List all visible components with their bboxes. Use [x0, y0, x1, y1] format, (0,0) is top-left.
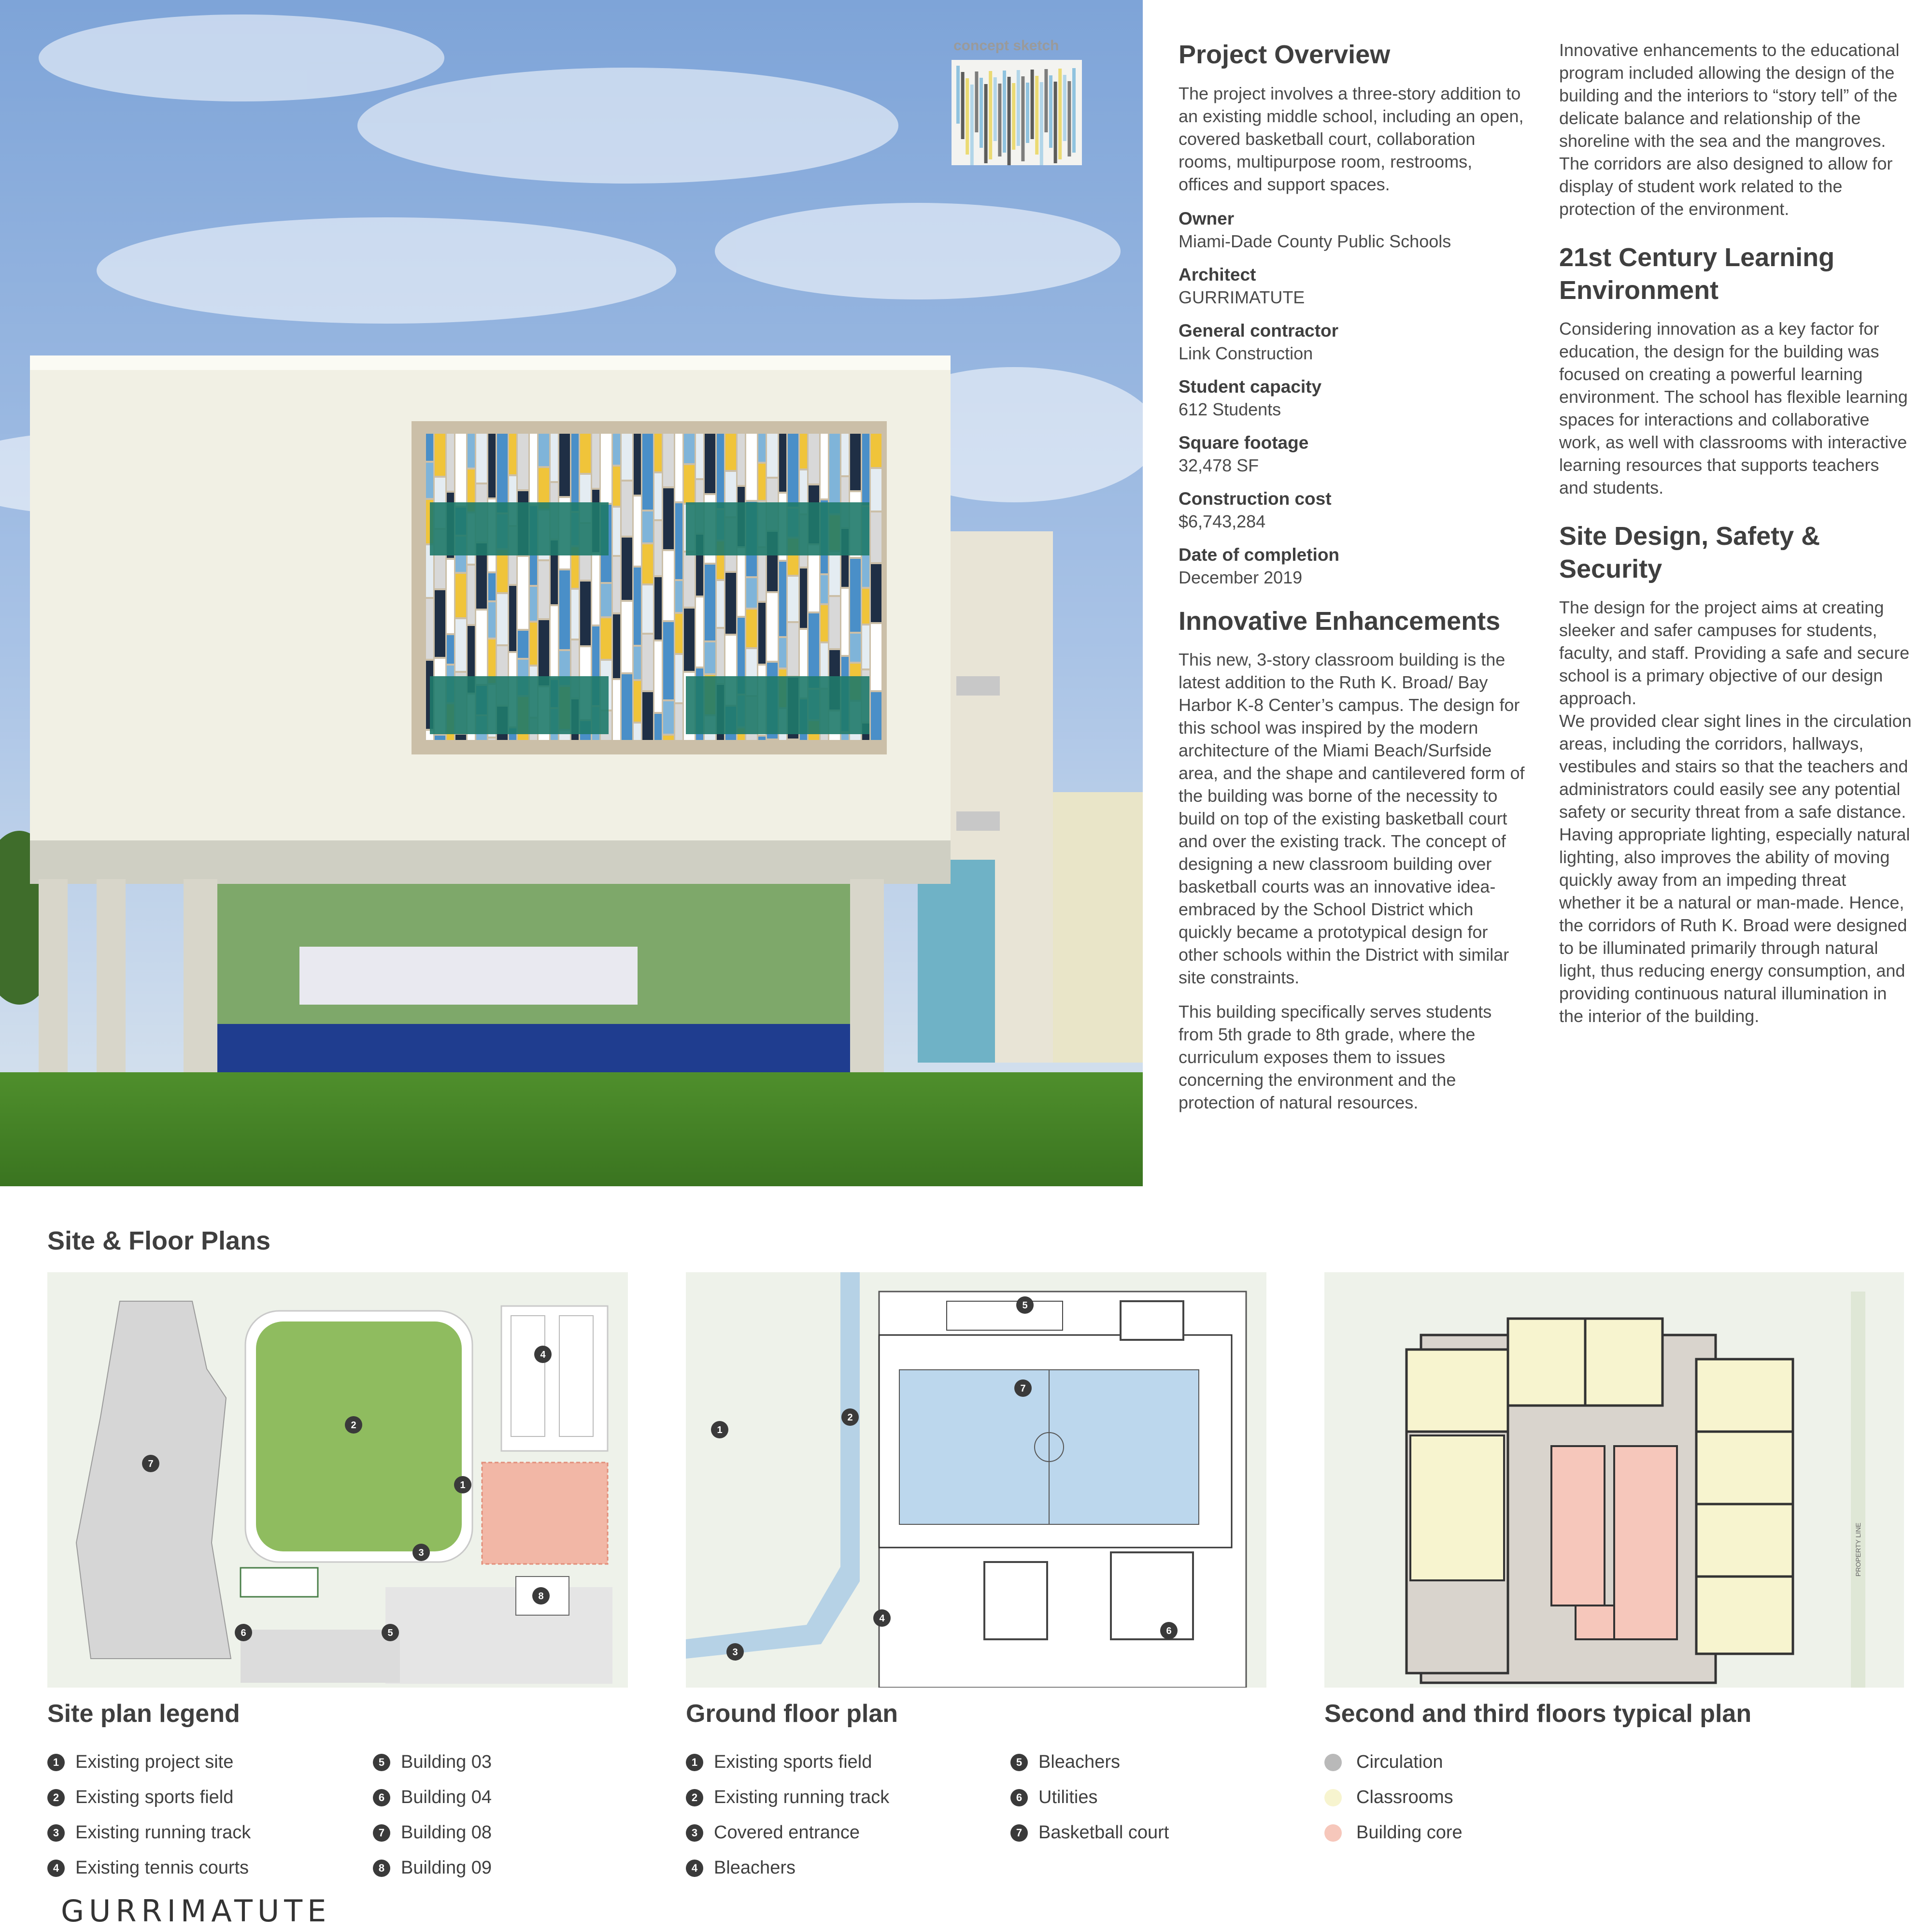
- svg-text:6: 6: [1166, 1626, 1172, 1636]
- marker-badge: 8: [373, 1860, 390, 1877]
- overview-title: Project Overview: [1179, 40, 1391, 69]
- svg-text:7: 7: [148, 1459, 154, 1469]
- ground-legend-col-1: [686, 1745, 889, 1886]
- overview-body: The project involves a three-story addition to an existing middle school, including an open, covered basketball court, collaboration rooms, multipurpose room, restrooms, offices and support spaces.: [1179, 83, 1524, 194]
- marker-badge: 2: [47, 1789, 65, 1806]
- marker-badge: 6: [373, 1789, 390, 1806]
- svg-text:7: 7: [1020, 1383, 1026, 1394]
- fact-architect: [1179, 263, 1526, 309]
- svg-text:3: 3: [418, 1548, 424, 1558]
- building-core-swatch: [1324, 1824, 1342, 1842]
- legend-label: Circulation: [1356, 1752, 1443, 1772]
- svg-text:PROPERTY LINE: PROPERTY LINE: [1854, 1522, 1862, 1577]
- fact-label: General contractor: [1179, 320, 1339, 341]
- gurrimatute-logo: GURRIMATUTE: [61, 1893, 331, 1929]
- legend-item: [686, 1745, 889, 1780]
- svg-text:1: 1: [717, 1425, 723, 1435]
- legend-label: Building 08: [401, 1822, 492, 1843]
- legend-label: Building 04: [401, 1787, 492, 1807]
- legend-label: Building 03: [401, 1752, 492, 1772]
- innovative-paragraph-1: This new, 3-story classroom building is the latest addition to the Ruth K. Broad/ Bay Harbor K-8 Center’s campus. The design for this school was inspired by the modern architecture of the Miami Beach/Surfside area, and the shape and cantilevered form of the building was borne of the necessity to build on top of the existing basketball court and over the existing track. The concept of designing a new classroom building over basketball courts was an innovative idea- embraced by the School District which quickly became a prototypical design for other schools within the District with similar site constraints.: [1179, 650, 1525, 987]
- svg-text:1: 1: [460, 1480, 466, 1491]
- marker-badge: 4: [47, 1860, 65, 1877]
- fact-value: 612 Students: [1179, 399, 1281, 419]
- fact-date-of-completion: [1179, 543, 1526, 589]
- fact-label: Square footage: [1179, 432, 1309, 453]
- fact-square-footage: [1179, 431, 1526, 477]
- marker-badge: 2: [686, 1789, 703, 1806]
- marker-badge: 7: [1010, 1824, 1028, 1842]
- legend-label: Existing project site: [75, 1752, 234, 1772]
- svg-text:6: 6: [241, 1628, 246, 1638]
- ground-floor-plan-drawing: [686, 1272, 1266, 1688]
- svg-text:2: 2: [351, 1420, 356, 1431]
- legend-item: [686, 1850, 889, 1886]
- overview-column: [1179, 39, 1526, 1125]
- legend-item: [373, 1745, 492, 1780]
- legend-item: [47, 1745, 251, 1780]
- upper-legend-title: Second and third floors typical plan: [1324, 1700, 1752, 1728]
- circulation-swatch: [1324, 1754, 1342, 1771]
- legend-item: [1324, 1780, 1463, 1815]
- fact-label: Architect: [1179, 264, 1256, 284]
- legend-item: [47, 1850, 251, 1886]
- legend-label: Bleachers: [1038, 1752, 1120, 1772]
- upper-floors-plan-drawing: [1324, 1272, 1904, 1688]
- legend-label: Bleachers: [714, 1858, 796, 1878]
- legend-item: [1010, 1815, 1169, 1850]
- fact-label: Construction cost: [1179, 488, 1332, 509]
- legend-label: Building 09: [401, 1858, 492, 1878]
- upper-legend-col: [1324, 1745, 1463, 1850]
- concept-sketch-image: [952, 60, 1082, 165]
- innovative-paragraph-3: Innovative enhancements to the educational program included allowing the design of the building and the interiors to “story tell” of the delicate balance and relationship of the shoreline with the sea and the mangroves. The corridors are also designed to allow for display of student work related to the protection of the environment.: [1559, 40, 1900, 219]
- site-legend-col-1: [47, 1745, 251, 1886]
- legend-item: [373, 1850, 492, 1886]
- legend-label: Basketball court: [1038, 1822, 1169, 1843]
- safety-paragraph-2: We provided clear sight lines in the circulation areas, including the corridors, hallways, vestibules and stairs so that the teachers and administrators could easily see any potential safety or security threat from a safe distance. Having appropriate lighting, especially natural lighting, also improves the ability of moving quickly away from an impeding threat whether it be a natural or man-made. Hence, the corridors of Ruth K. Broad were designed to be illuminated primarily through natural light, thus reducing energy consumption, and providing continuous natural illumination in the interior of the building.: [1559, 711, 1912, 1026]
- innovative-title: Innovative Enhancements: [1179, 606, 1501, 636]
- innovative-paragraph-2: This building specifically serves students from 5th grade to 8th grade, where the curriculum exposes them to issues concerning the environment and the protection of natural resources.: [1179, 1002, 1492, 1112]
- legend-label: Existing sports field: [75, 1787, 234, 1807]
- marker-badge: 1: [47, 1754, 65, 1771]
- fact-label: Date of completion: [1179, 544, 1340, 565]
- site-legend-col-2: [373, 1745, 492, 1886]
- marker-badge: 1: [686, 1754, 703, 1771]
- learning-title: 21st Century Learning Environment: [1559, 243, 1835, 305]
- ground-legend-col-2: [1010, 1745, 1169, 1850]
- fact-general-contractor: [1179, 319, 1526, 365]
- fact-value: $6,743,284: [1179, 511, 1266, 531]
- marker-badge: 5: [1010, 1754, 1028, 1771]
- marker-badge: 5: [373, 1754, 390, 1771]
- fact-label: Owner: [1179, 208, 1235, 228]
- legend-label: Utilities: [1038, 1787, 1098, 1807]
- legend-item: [47, 1780, 251, 1815]
- svg-text:4: 4: [879, 1613, 885, 1624]
- legend-item: [1324, 1745, 1463, 1780]
- safety-title: Site Design, Safety & Security: [1559, 522, 1820, 583]
- marker-badge: 3: [47, 1824, 65, 1842]
- legend-item: [47, 1815, 251, 1850]
- svg-text:4: 4: [540, 1350, 546, 1360]
- site-plan-drawing: [47, 1272, 628, 1688]
- enhancements-column: [1559, 39, 1912, 1039]
- svg-text:5: 5: [387, 1628, 393, 1638]
- sketch-label: concept sketch: [953, 38, 1059, 54]
- site-legend-title: Site plan legend: [47, 1700, 240, 1728]
- legend-label: Existing running track: [714, 1787, 890, 1807]
- legend-label: Covered entrance: [714, 1822, 860, 1843]
- fact-owner: [1179, 207, 1526, 253]
- legend-item: [373, 1815, 492, 1850]
- legend-label: Building core: [1356, 1822, 1463, 1843]
- svg-text:8: 8: [538, 1591, 544, 1602]
- legend-label: Existing running track: [75, 1822, 251, 1843]
- legend-item: [686, 1780, 889, 1815]
- legend-item: [1324, 1815, 1463, 1850]
- classrooms-swatch: [1324, 1789, 1342, 1806]
- fact-construction-cost: [1179, 487, 1526, 533]
- marker-badge: 3: [686, 1824, 703, 1842]
- plans-title: Site & Floor Plans: [47, 1226, 271, 1255]
- ground-legend-title: Ground floor plan: [686, 1700, 898, 1728]
- svg-text:2: 2: [847, 1412, 853, 1423]
- fact-value: December 2019: [1179, 567, 1303, 587]
- legend-item: [1010, 1745, 1169, 1780]
- legend-item: [373, 1780, 492, 1815]
- svg-text:3: 3: [732, 1647, 738, 1658]
- fact-value: Miami-Dade County Public Schools: [1179, 231, 1451, 251]
- marker-badge: 7: [373, 1824, 390, 1842]
- svg-text:5: 5: [1022, 1300, 1028, 1311]
- fact-student-capacity: [1179, 375, 1526, 421]
- hero-photo: [0, 0, 1143, 1186]
- legend-label: Classrooms: [1356, 1787, 1453, 1807]
- fact-value: 32,478 SF: [1179, 455, 1259, 475]
- legend-label: Existing sports field: [714, 1752, 872, 1772]
- marker-badge: 4: [686, 1860, 703, 1877]
- fact-value: Link Construction: [1179, 343, 1313, 363]
- learning-body: Considering innovation as a key factor for education, the design for the building was focused on creating a powerful learning environment. The school has flexible learning spaces for interactions and collaborative work, as well with classrooms with interactive learning resources that supports teachers and students.: [1559, 319, 1908, 497]
- legend-item: [1010, 1780, 1169, 1815]
- safety-paragraph-1: The design for the project aims at creating sleeker and safer campuses for students, faculty, and staff. Providing a safe and secure school is a primary objective of our design approach.: [1559, 597, 1910, 708]
- fact-value: GURRIMATUTE: [1179, 287, 1305, 307]
- marker-badge: 6: [1010, 1789, 1028, 1806]
- legend-label: Existing tennis courts: [75, 1858, 249, 1878]
- legend-item: [686, 1815, 889, 1850]
- fact-label: Student capacity: [1179, 376, 1322, 397]
